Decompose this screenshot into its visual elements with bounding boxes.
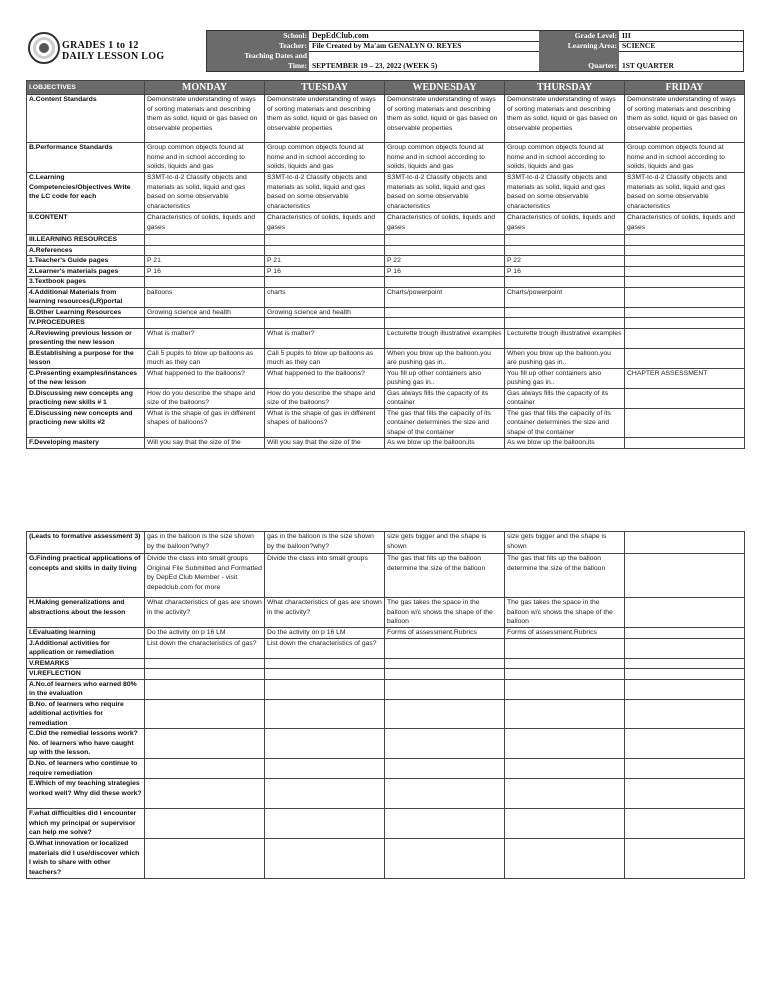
day-cell xyxy=(145,729,265,759)
day-cell xyxy=(145,318,265,329)
day-cell xyxy=(625,638,745,658)
day-cell: You fill up other containers also pushing gas in.. xyxy=(385,368,505,388)
day-cell xyxy=(385,729,505,759)
day-cell xyxy=(505,658,625,669)
day-cell: Group common objects found at home and in school according to solids, liquids and gas xyxy=(145,143,265,173)
day-cell: The gas that fills up the balloon determine the size of the balloon xyxy=(505,554,625,598)
row-label: A.Content Standards xyxy=(27,95,145,143)
row-label: II.CONTENT xyxy=(27,213,145,235)
day-cell xyxy=(385,277,505,288)
day-header-friday: FRIDAY xyxy=(625,81,745,95)
day-cell xyxy=(385,638,505,658)
day-cell: The gas that fills the capacity of its container determines the size and shape of the container xyxy=(385,408,505,438)
lesson-log-table-part2 xyxy=(26,531,745,879)
day-cell xyxy=(385,839,505,879)
day-cell xyxy=(625,287,745,307)
day-cell xyxy=(385,779,505,809)
row-label: 3.Textbook pages xyxy=(27,277,145,288)
day-cell xyxy=(625,307,745,318)
day-cell: Charts/powerpoint xyxy=(505,287,625,307)
day-header-monday: MONDAY xyxy=(145,81,265,95)
row-label: C.Learning Competencies/Objectives Write the LC code for each xyxy=(27,173,145,213)
day-cell: Demonstrate understanding of ways of sorting materials and describing them as solid, liquid or gas based on observable properties xyxy=(625,95,745,143)
day-header-row xyxy=(27,81,745,95)
day-cell: Characteristics of solids, liquids and gases xyxy=(625,213,745,235)
day-cell: S3MT-Ic-d-2 Classify objects and materials as solid, liquid and gas based on some observable characteristics xyxy=(265,173,385,213)
table-row xyxy=(27,245,745,256)
day-cell: Group common objects found at home and in school according to solids, liquids and gas xyxy=(625,143,745,173)
table-row xyxy=(27,235,745,246)
day-header-wednesday: WEDNESDAY xyxy=(385,81,505,95)
day-cell xyxy=(625,532,745,554)
day-cell xyxy=(505,245,625,256)
table-row xyxy=(27,628,745,639)
table-row xyxy=(27,318,745,329)
day-cell: CHAPTER ASSESSMENT xyxy=(625,368,745,388)
title-line-2: DAILY LESSON LOG xyxy=(62,51,165,62)
header-info-grid xyxy=(206,30,744,72)
day-cell: How do you describe the shape and size of the balloons? xyxy=(265,388,385,408)
day-cell: Forms of assessment.Rubrics xyxy=(505,628,625,639)
day-cell xyxy=(265,658,385,669)
day-cell: Forms of assessment.Rubrics xyxy=(385,628,505,639)
row-label: A.No.of learners who earned 80% in the evaluation xyxy=(27,679,145,699)
day-cell xyxy=(145,839,265,879)
day-cell: What characteristics of gas are shown in the activity? xyxy=(265,598,385,628)
row-label: D.Discussing new concepts ang practicing new skills # 1 xyxy=(27,388,145,408)
row-label: C.Did the remedial lessons work? No. of learners who have caught up with the lesson. xyxy=(27,729,145,759)
table-row xyxy=(27,669,745,680)
table-row xyxy=(27,699,745,729)
table-row xyxy=(27,729,745,759)
day-cell: charts xyxy=(265,287,385,307)
row-label: 4.Additional Materials from learning resources(LR)portal xyxy=(27,287,145,307)
day-cell xyxy=(625,348,745,368)
row-label: V.REMARKS xyxy=(27,658,145,669)
row-label: E.Which of my teaching strategies worked well? Why did these work? xyxy=(27,779,145,809)
day-cell: Will you say that the size of the xyxy=(265,438,385,449)
day-cell xyxy=(265,759,385,779)
day-cell xyxy=(265,699,385,729)
day-cell xyxy=(625,679,745,699)
day-cell: Characteristics of solids, liquids and gases xyxy=(145,213,265,235)
table-row xyxy=(27,408,745,438)
objectives-heading: I.OBJECTIVES xyxy=(27,81,145,95)
day-cell: P 16 xyxy=(385,266,505,277)
day-cell: What happened to the balloons? xyxy=(145,368,265,388)
row-label: I.Evaluating learning xyxy=(27,628,145,639)
day-cell xyxy=(145,809,265,839)
table-row xyxy=(27,438,745,449)
row-label: B.Establishing a purpose for the lesson xyxy=(27,348,145,368)
row-label: (Leads to formative assessment 3) xyxy=(27,532,145,554)
day-cell: S3MT-Ic-d-2 Classify objects and materials as solid, liquid and gas based on some observable characteristics xyxy=(625,173,745,213)
row-label: F.what difficulties did I encounter which my principal or supervisor can help me solve? xyxy=(27,809,145,839)
day-cell: What is matter? xyxy=(265,328,385,348)
table-row xyxy=(27,277,745,288)
day-cell: The gas that fills up the balloon determine the size of the balloon xyxy=(385,554,505,598)
day-cell: P 21 xyxy=(145,256,265,267)
teaching-dates-label-line1: Teaching Dates and xyxy=(244,51,307,60)
day-cell xyxy=(385,658,505,669)
row-label: III.LEARNING RESOURCES xyxy=(27,235,145,246)
day-cell xyxy=(505,679,625,699)
day-cell: Demonstrate understanding of ways of sorting materials and describing them as solid, liquid or gas based on observable properties xyxy=(265,95,385,143)
day-cell: When you blow up the balloon,you are pushing gas in.. xyxy=(385,348,505,368)
day-cell: As we blow up the balloon,its xyxy=(505,438,625,449)
day-cell xyxy=(625,554,745,598)
day-cell xyxy=(625,598,745,628)
row-label: G.What innovation or localized materials did I use/discover which I wish to share with other teachers? xyxy=(27,839,145,879)
day-cell: Charts/powerpoint xyxy=(385,287,505,307)
day-cell xyxy=(505,809,625,839)
row-label: F.Developing mastery xyxy=(27,438,145,449)
day-cell: Group common objects found at home and in school according to solids, liquids and gas xyxy=(385,143,505,173)
day-cell: Lecturette trough illustrative examples xyxy=(385,328,505,348)
day-cell: Gas always fills the capacity of its container xyxy=(505,388,625,408)
table-row xyxy=(27,759,745,779)
day-cell: What characteristics of gas are shown in the activity? xyxy=(145,598,265,628)
day-cell xyxy=(505,318,625,329)
title-line-1: GRADES 1 to 12 xyxy=(62,40,139,51)
day-cell: Growing science and health xyxy=(265,307,385,318)
day-cell: Characteristics of solids, liquids and gases xyxy=(505,213,625,235)
day-cell xyxy=(505,839,625,879)
day-cell xyxy=(265,669,385,680)
day-cell xyxy=(385,307,505,318)
day-cell xyxy=(265,277,385,288)
day-cell xyxy=(145,669,265,680)
day-cell xyxy=(505,779,625,809)
day-cell: How do you describe the shape and size of the balloons? xyxy=(145,388,265,408)
day-cell xyxy=(505,307,625,318)
day-cell xyxy=(145,277,265,288)
day-cell: Group common objects found at home and in school according to solids, liquids and gas xyxy=(505,143,625,173)
day-cell: What happened to the balloons? xyxy=(265,368,385,388)
day-cell: You fill up other containers also pushing gas in.. xyxy=(505,368,625,388)
day-cell: Characteristics of solids, liquids and gases xyxy=(385,213,505,235)
day-cell: When you blow up the balloon,you are pushing gas in.. xyxy=(505,348,625,368)
day-cell xyxy=(145,679,265,699)
table-row xyxy=(27,307,745,318)
day-cell xyxy=(145,245,265,256)
day-cell: gas in the balloon is the size shown by the balloon?why? xyxy=(265,532,385,554)
row-label: C.Presenting examples/instances of the new lesson xyxy=(27,368,145,388)
learning-area-label: Learning Area: xyxy=(539,41,619,51)
day-cell xyxy=(625,839,745,879)
day-cell xyxy=(265,839,385,879)
teacher-value: File Created by Ma'am GENALYN O. REYES xyxy=(312,41,462,50)
day-cell: Growing science and health xyxy=(145,307,265,318)
day-cell xyxy=(625,438,745,449)
table-row xyxy=(27,839,745,879)
row-label: 2.Learner's materials pages xyxy=(27,266,145,277)
day-header-thursday: THURSDAY xyxy=(505,81,625,95)
teaching-dates-label-line2: Time: xyxy=(287,61,307,70)
row-label: VI.REFLECTION xyxy=(27,669,145,680)
day-cell xyxy=(625,318,745,329)
day-cell: Group common objects found at home and in school according to solids, liquids and gas xyxy=(265,143,385,173)
day-cell xyxy=(625,628,745,639)
quarter-value: 1ST QUARTER xyxy=(622,61,674,70)
day-cell: Demonstrate understanding of ways of sorting materials and describing them as solid, liquid or gas based on observable properties xyxy=(385,95,505,143)
day-cell xyxy=(385,245,505,256)
day-cell: Call 5 pupils to blow up balloons as much as they can xyxy=(145,348,265,368)
lesson-log-table-part1 xyxy=(26,80,745,449)
row-label: G.Finding practical applications of concepts and skills in daily living xyxy=(27,554,145,598)
table-row xyxy=(27,143,745,173)
table-row xyxy=(27,598,745,628)
day-cell xyxy=(265,235,385,246)
day-cell: S3MT-Ic-d-2 Classify objects and materials as solid, liquid and gas based on some observable characteristics xyxy=(505,173,625,213)
table-row xyxy=(27,348,745,368)
day-cell xyxy=(385,235,505,246)
day-cell xyxy=(385,809,505,839)
day-cell xyxy=(265,679,385,699)
table-row xyxy=(27,95,745,143)
day-cell: P 16 xyxy=(505,266,625,277)
day-cell xyxy=(385,318,505,329)
day-cell: As we blow up the balloon,its xyxy=(385,438,505,449)
day-cell xyxy=(385,669,505,680)
day-cell: P 22 xyxy=(505,256,625,267)
table-row xyxy=(27,266,745,277)
day-cell xyxy=(265,779,385,809)
day-cell: Do the activity on p 16 LM xyxy=(145,628,265,639)
row-label: 1.Teacher's Guide pages xyxy=(27,256,145,267)
day-cell xyxy=(145,699,265,729)
day-cell: size gets bigger and the shape is shown xyxy=(385,532,505,554)
day-cell xyxy=(625,779,745,809)
day-cell: What is the shape of gas in different shapes of balloons? xyxy=(265,408,385,438)
table-row xyxy=(27,679,745,699)
table-row xyxy=(27,638,745,658)
day-cell: What is the shape of gas in different shapes of balloons? xyxy=(145,408,265,438)
day-cell xyxy=(625,729,745,759)
table-row xyxy=(27,779,745,809)
day-cell: balloons xyxy=(145,287,265,307)
day-cell xyxy=(265,318,385,329)
table-row xyxy=(27,809,745,839)
day-cell xyxy=(505,759,625,779)
day-cell: Do the activity on p 16 LM xyxy=(265,628,385,639)
grade-level-label: Grade Level: xyxy=(539,31,619,41)
learning-area-value: SCIENCE xyxy=(622,41,656,50)
teaching-dates-label xyxy=(207,51,309,71)
school-value: DepEdClub.com xyxy=(312,31,369,40)
day-cell: List down the characteristics of gas? xyxy=(265,638,385,658)
day-cell: Characteristics of solids, liquids and gases xyxy=(265,213,385,235)
table-row xyxy=(27,368,745,388)
day-cell xyxy=(505,699,625,729)
day-cell: The gas takes the space in the balloon w/c shows the shape of the balloon xyxy=(385,598,505,628)
school-label: School: xyxy=(207,31,309,41)
row-label: B.Performance Standards xyxy=(27,143,145,173)
day-cell: Divide the class into small groups Original File Submitted and Formatted by DepEd Club Member - visit depedclub.com for more xyxy=(145,554,265,598)
table-row xyxy=(27,287,745,307)
day-cell xyxy=(385,699,505,729)
day-cell: P 22 xyxy=(385,256,505,267)
day-cell xyxy=(505,638,625,658)
day-cell xyxy=(625,328,745,348)
table-row xyxy=(27,328,745,348)
day-cell xyxy=(625,266,745,277)
day-cell xyxy=(505,669,625,680)
day-cell: The gas that fills the capacity of its container determines the size and shape of the container xyxy=(505,408,625,438)
day-cell xyxy=(385,759,505,779)
day-cell xyxy=(625,658,745,669)
day-cell xyxy=(265,245,385,256)
row-label: A.References xyxy=(27,245,145,256)
day-cell xyxy=(625,759,745,779)
deped-seal-logo xyxy=(28,32,60,64)
day-cell xyxy=(625,408,745,438)
table-row xyxy=(27,173,745,213)
day-cell xyxy=(385,679,505,699)
table-row xyxy=(27,532,745,554)
day-cell: Demonstrate understanding of ways of sorting materials and describing them as solid, liquid or gas based on observable properties xyxy=(505,95,625,143)
day-cell xyxy=(625,245,745,256)
day-cell: The gas takes the space in the balloon w/c shows the shape of the balloon xyxy=(505,598,625,628)
day-cell xyxy=(265,729,385,759)
day-cell: S3MT-Ic-d-2 Classify objects and materials as solid, liquid and gas based on some observable characteristics xyxy=(145,173,265,213)
day-cell: S3MT-Ic-d-2 Classify objects and materials as solid, liquid and gas based on some observable characteristics xyxy=(385,173,505,213)
teacher-label: Teacher: xyxy=(207,41,309,51)
grade-level-value: III xyxy=(622,31,631,40)
teaching-dates-value: SEPTEMBER 19 – 23, 2022 (WEEK 5) xyxy=(312,61,438,70)
day-cell: Lecturette trough illustrative examples xyxy=(505,328,625,348)
day-cell: Gas always fills the capacity of its container xyxy=(385,388,505,408)
lesson-log-header xyxy=(26,30,744,72)
day-cell: P 16 xyxy=(265,266,385,277)
quarter-label: Quarter: xyxy=(539,51,619,71)
day-cell xyxy=(145,658,265,669)
day-cell: What is matter? xyxy=(145,328,265,348)
row-label: J.Additional activities for application or remediation xyxy=(27,638,145,658)
day-cell xyxy=(145,759,265,779)
day-cell xyxy=(625,699,745,729)
table-row xyxy=(27,554,745,598)
row-label: B.Other Learning Resources xyxy=(27,307,145,318)
table-row xyxy=(27,658,745,669)
day-header-tuesday: TUESDAY xyxy=(265,81,385,95)
day-cell: Demonstrate understanding of ways of sorting materials and describing them as solid, liquid or gas based on observable properties xyxy=(145,95,265,143)
row-label: B.No. of learners who require additional activities for remediation xyxy=(27,699,145,729)
day-cell xyxy=(625,277,745,288)
day-cell xyxy=(265,809,385,839)
day-cell xyxy=(625,235,745,246)
day-cell xyxy=(505,235,625,246)
day-cell xyxy=(505,277,625,288)
table-row xyxy=(27,213,745,235)
day-cell: Will you say that the size of the xyxy=(145,438,265,449)
day-cell xyxy=(625,256,745,267)
day-cell: Call 5 pupils to blow up balloons as much as they can xyxy=(265,348,385,368)
day-cell xyxy=(625,388,745,408)
day-cell xyxy=(145,779,265,809)
row-label: IV.PROCEDURES xyxy=(27,318,145,329)
day-cell xyxy=(145,235,265,246)
row-label: H.Making generalizations and abstractions about the lesson xyxy=(27,598,145,628)
row-label: D.No. of learners who continue to require remediation xyxy=(27,759,145,779)
day-cell: List down the characteristics of gas? xyxy=(145,638,265,658)
day-cell xyxy=(625,669,745,680)
table-row xyxy=(27,388,745,408)
row-label: E.Discussing new concepts and practicing new skills #2 xyxy=(27,408,145,438)
day-cell xyxy=(505,729,625,759)
table-row xyxy=(27,256,745,267)
day-cell xyxy=(625,809,745,839)
row-label: A.Reviewing previous lesson or presenting the new lesson xyxy=(27,328,145,348)
day-cell: P 16 xyxy=(145,266,265,277)
day-cell: gas in the balloon is the size shown by the balloon?why? xyxy=(145,532,265,554)
day-cell: Divide the class into small groups xyxy=(265,554,385,598)
day-cell: P 21 xyxy=(265,256,385,267)
day-cell: size gets bigger and the shape is shown xyxy=(505,532,625,554)
